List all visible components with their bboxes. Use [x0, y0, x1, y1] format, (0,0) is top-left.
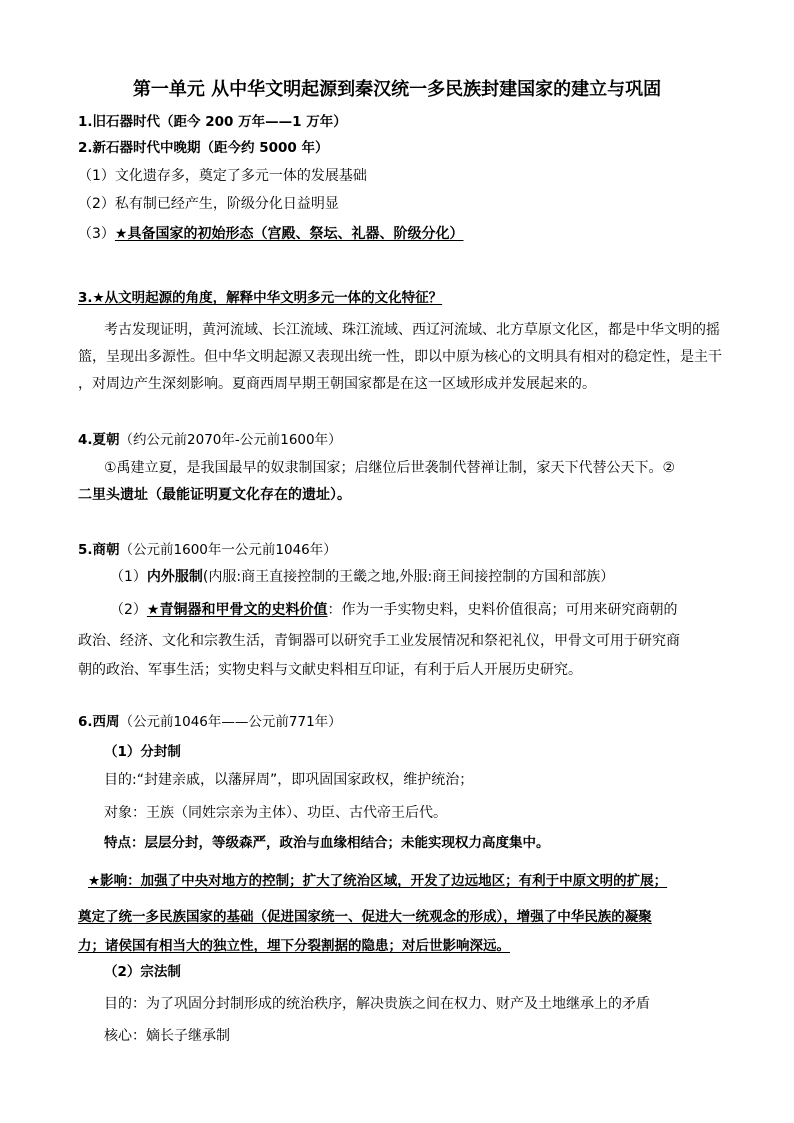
- key-point: ★具备国家的初始形态（宫殿、祭坛、礼器、阶级分化）: [114, 226, 464, 242]
- paragraph-line: ★影响：加强了中央对地方的控制；扩大了统治区域，开发了边远地区；有利于中原文明的扩展；: [88, 873, 668, 889]
- section-4-dates: （约公元前2070年-公元前1600年）: [119, 432, 342, 448]
- paragraph-line: 政治、经济、文化和宗教生活，青铜器可以研究手工业发展情况和祭祀礼仪，甲骨文可用于研究商: [78, 633, 680, 649]
- key-term: ★青铜器和甲骨文的史料价值: [146, 602, 328, 618]
- section-1-heading: 1.旧石器时代（距今 200 万年——1 万年）: [78, 114, 347, 130]
- section-3-heading: 3.★从文明起源的角度，解释中华文明多元一体的文化特征？: [78, 290, 443, 306]
- list-item: [110, 600, 677, 620]
- list-item: [78, 224, 463, 244]
- paragraph-line: 考古发现证明，黄河流域、长江流域、珠江流域、西辽河流域、北方草原文化区，都是中华文明的摇: [104, 322, 720, 338]
- list-item-text: (内服:商王直接控制的王畿之地,外服:商王间接控制的方国和部族）: [202, 569, 615, 585]
- paragraph-line: 篮，呈现出多源性。但中华文明起源又表现出统一性，即以中原为核心的文明具有相对的稳定性，是主干: [78, 349, 722, 365]
- list-item: （1）文化遗存多，奠定了多元一体的发展基础: [78, 168, 367, 184]
- section-4-title: 4.夏朝: [78, 432, 120, 448]
- paragraph-line: 目的:“封建亲戚，以藩屏周”，即巩固国家政权，维护统治；: [104, 772, 474, 788]
- key-term: 内外服制: [146, 569, 203, 585]
- paragraph-line: 力；诸侯国有相当大的独立性，埋下分裂割据的隐患；对后世影响深远。: [78, 938, 510, 954]
- paragraph-line: 核心：嫡长子继承制: [104, 1028, 230, 1044]
- section-4-heading: [78, 430, 342, 450]
- paragraph-line: ①禹建立夏，是我国最早的奴隶制国家；启继位后世袭制代替禅让制，家天下代替公天下。②: [104, 460, 676, 476]
- subsection-heading: （2）宗法制: [104, 964, 181, 980]
- paragraph-line: ，对周边产生深刻影响。夏商西周早期王朝国家都是在这一区域形成并发展起来的。: [78, 376, 596, 392]
- list-item: [110, 567, 614, 587]
- subsection-heading: （1）分封制: [104, 744, 181, 760]
- paragraph-line: 二里头遗址（最能证明夏文化存在的遗址）。: [78, 487, 351, 503]
- list-item-label: （3）: [78, 226, 115, 242]
- paragraph-line: 奠定了统一多民族国家的基础（促进国家统一、促进大一统观念的形成），增强了中华民族的凝聚: [78, 909, 652, 925]
- paragraph-line: 目的：为了巩固分封制形成的统治秩序，解决贵族之间在权力、财产及土地继承上的矛盾: [104, 996, 650, 1012]
- section-6-dates: （公元前1046年——公元前771年）: [119, 714, 342, 730]
- paragraph-line: 对象：王族（同姓宗亲为主体）、功臣、古代帝王后代。: [104, 805, 447, 821]
- paragraph-line: 朝的政治、军事生活；实物史料与文献史料相互印证，有利于后人开展历史研究。: [78, 662, 582, 678]
- section-5-heading: [78, 540, 337, 560]
- paragraph-line: 特点：层层分封，等级森严，政治与血缘相结合；未能实现权力高度集中。: [104, 835, 550, 851]
- section-2-heading: 2.新石器时代中晚期（距今约 5000 年）: [78, 140, 329, 156]
- list-item-label: （2）: [110, 602, 147, 618]
- section-6-heading: [78, 712, 342, 732]
- list-item-label: （1）: [110, 569, 147, 585]
- page-title: 第一单元 从中华文明起源到秦汉统一多民族封建国家的建立与巩固: [132, 79, 662, 100]
- list-item: （2）私有制已经产生，阶级分化日益明显: [78, 196, 339, 212]
- section-6-title: 6.西周: [78, 714, 120, 730]
- section-5-title: 5.商朝: [78, 542, 120, 558]
- list-item-text: ：作为一手实物史料，史料价值很高；可用来研究商朝的: [327, 602, 678, 618]
- section-5-dates: （公元前1600年一公元前1046年）: [119, 542, 337, 558]
